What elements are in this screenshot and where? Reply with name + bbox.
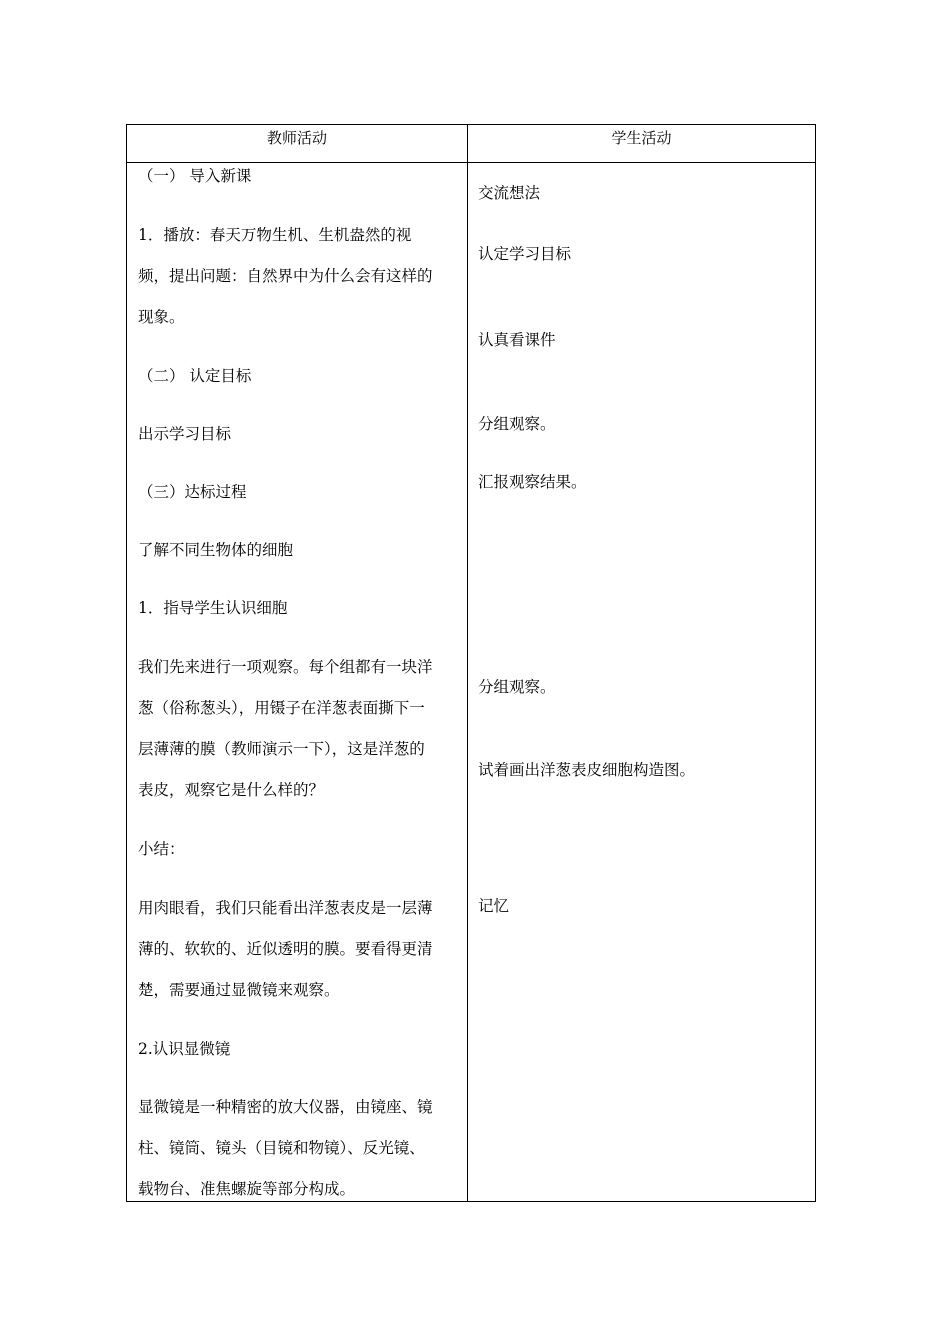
header-divider [127,162,815,163]
teacher-line: 表皮，观察它是什么样的？ [138,781,325,799]
lesson-table [126,124,816,1202]
teacher-line: 出示学习目标 [138,425,232,443]
teacher-line: 薄的、软软的、近似透明的膜。要看得更清 [138,940,433,958]
student-line: 分组观察。 [478,415,556,433]
teacher-line: （三）达标过程 [138,483,247,501]
teacher-line: 层薄薄的膜（教师演示一下），这是洋葱的 [138,740,425,758]
column-divider [467,125,468,1201]
teacher-line: 我们先来进行一项观察。每个组都有一块洋 [138,658,433,676]
teacher-line: 了解不同生物体的细胞 [138,541,294,559]
teacher-line: 显微镜是一种精密的放大仪器，由镜座、镜 [138,1098,433,1116]
teacher-line: 1．播放：春天万物生机、生机盎然的视 [138,226,412,244]
student-line: 记忆 [478,897,510,915]
teacher-line: 载物台、准焦螺旋等部分构成。 [138,1180,356,1198]
student-line: 认真看课件 [478,331,556,349]
teacher-line: 频，提出问题：自然界中为什么会有这样的 [138,267,433,285]
teacher-line: （二） 认定目标 [138,367,252,385]
student-column-header: 学生活动 [611,129,672,147]
student-line: 分组观察。 [478,678,556,696]
student-line: 交流想法 [478,184,541,202]
teacher-line: （一） 导入新课 [138,167,252,185]
student-line: 汇报观察结果。 [478,473,587,491]
teacher-line: 现象。 [138,308,185,326]
teacher-line: 2.认识显微镜 [138,1040,231,1058]
teacher-column-header: 教师活动 [266,129,327,147]
teacher-line: 楚，需要通过显微镜来观察。 [138,981,340,999]
teacher-line: 1．指导学生认识细胞 [138,599,288,617]
teacher-line: 柱、镜筒、镜头（目镜和物镜）、反光镜、 [138,1139,425,1157]
teacher-line: 葱（俗称葱头），用镊子在洋葱表面撕下一 [138,699,425,717]
student-line: 试着画出洋葱表皮细胞构造图。 [478,761,696,779]
student-line: 认定学习目标 [478,245,572,263]
teacher-line: 用肉眼看，我们只能看出洋葱表皮是一层薄 [138,899,433,917]
teacher-line: 小结： [138,840,185,858]
